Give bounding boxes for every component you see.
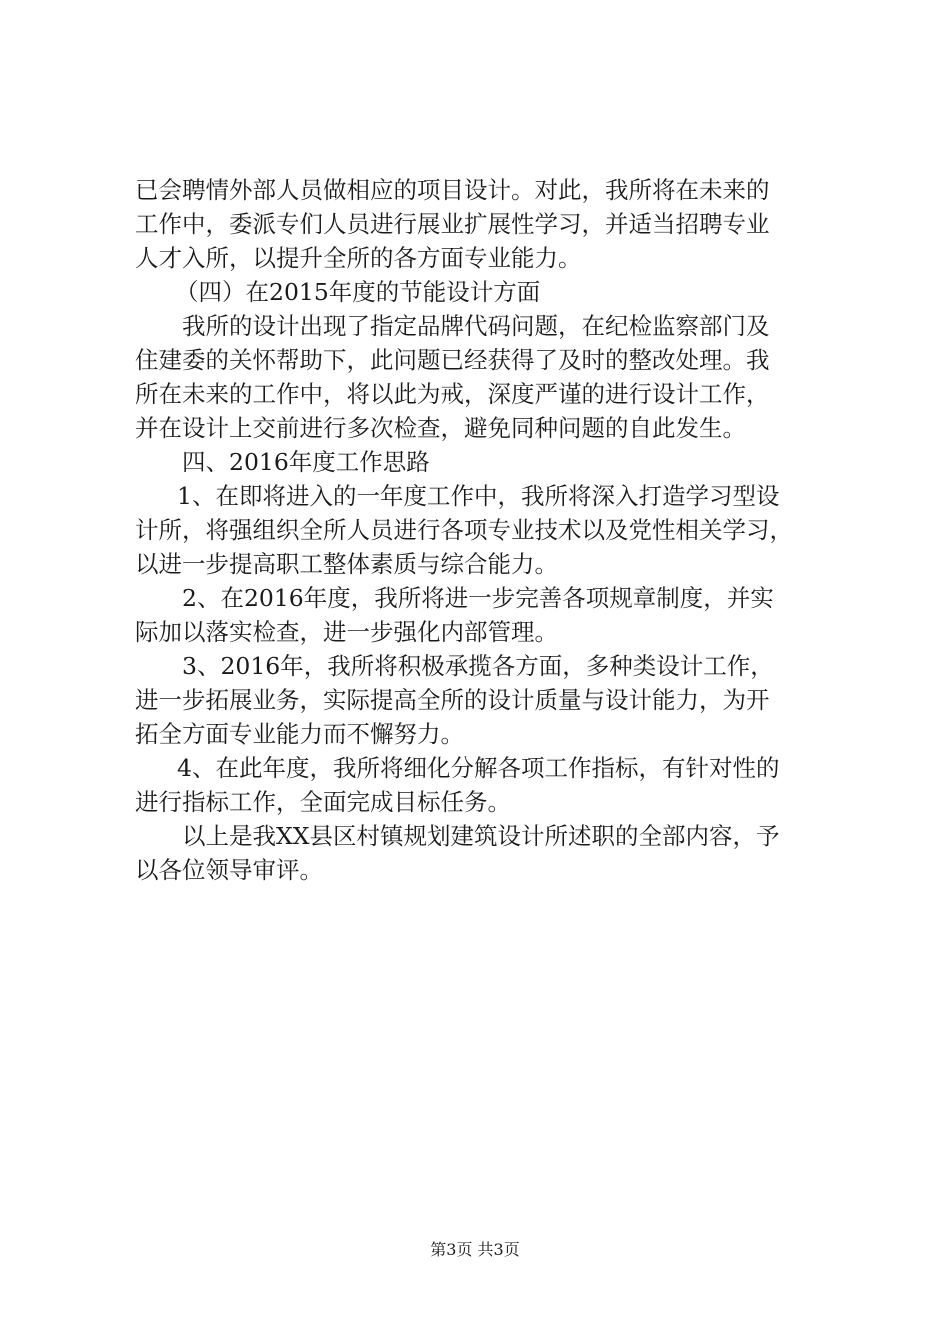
body-text-line: 4、在此年度，我所将细化分解各项工作指标，有针对性的 [177, 754, 780, 782]
body-text-line: 工作中，委派专们人员进行展业扩展性学习，并适当招聘专业 [135, 210, 770, 238]
page-footer: 第3页 共3页 [430, 1240, 520, 1259]
body-text-line: 我所的设计出现了指定品牌代码问题，在纪检监察部门及 [182, 312, 770, 340]
body-text-line: 2、在2016年度，我所将进一步完善各项规章制度，并实 [182, 584, 774, 612]
body-text-line: 拓全方面专业能力而不懈努力。 [135, 720, 464, 748]
body-text-line: 以上是我XX县区村镇规划建筑设计所述职的全部内容，予 [182, 822, 780, 850]
body-text-line: 所在未来的工作中，将以此为戒，深度严谨的进行设计工作， [135, 380, 770, 408]
body-text-line: 际加以落实检查，进一步强化内部管理。 [135, 618, 558, 646]
body-text-line: 进一步拓展业务，实际提高全所的设计质量与设计能力，为开 [135, 686, 770, 714]
body-text-line: 1、在即将进入的一年度工作中，我所将深入打造学习型设 [177, 482, 780, 510]
section-heading: 四、2016年度工作思路 [182, 448, 430, 476]
body-text-line: 以各位领导审评。 [135, 856, 323, 884]
section-heading: （四）在2015年度的节能设计方面 [175, 278, 541, 306]
body-text-line: 3、2016年，我所将积极承揽各方面，多种类设计工作， [182, 652, 774, 680]
body-text-line: 并在设计上交前进行多次检查，避免同种问题的自此发生。 [135, 414, 746, 442]
body-text-line: 进行指标工作，全面完成目标任务。 [135, 788, 511, 816]
body-text-line: 以进一步提高职工整体素质与综合能力。 [135, 550, 558, 578]
body-text-line: 计所，将强组织全所人员进行各项专业技术以及党性相关学习， [135, 516, 793, 544]
body-text-line: 人才入所，以提升全所的各方面专业能力。 [135, 244, 582, 272]
body-text-line: 已会聘情外部人员做相应的项目设计。对此，我所将在未来的 [135, 176, 770, 204]
body-text-line: 住建委的关怀帮助下，此问题已经获得了及时的整改处理。我 [135, 346, 770, 374]
